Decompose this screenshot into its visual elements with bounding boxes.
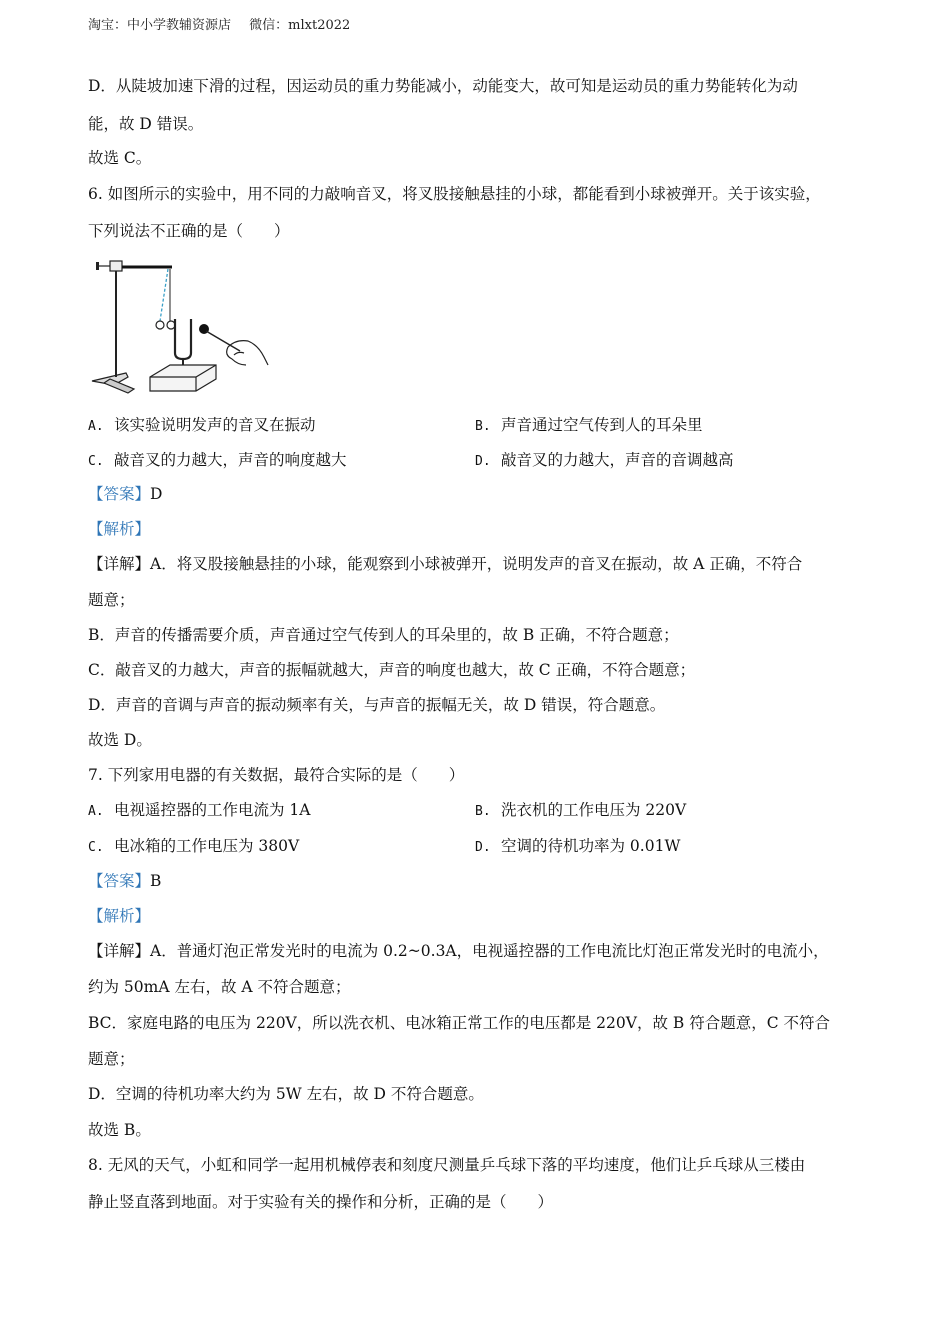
q5-detail-d-line1: D．从陡坡加速下滑的过程，因运动员的重力势能减小，动能变大，故可知是运动员的重力势能转化为动 — [88, 77, 798, 95]
q7-choose: 故选 B。 — [88, 1121, 151, 1139]
header-shop: 淘宝：中小学教辅资源店 — [88, 18, 232, 33]
q7-detail-a-line1: 【详解】A．普通灯泡正常发光时的电流为 0.2~0.3A，电视遥控器的工作电流比灯泡正常发光时的电流小， — [88, 942, 829, 960]
q7-option-b: B. 洗衣机的工作电压为 220V — [475, 801, 687, 819]
q6-stem-line1: 6. 如图所示的实验中，用不同的力敲响音叉，将叉股接触悬挂的小球，都能看到小球被弹开。关于该实验， — [88, 185, 821, 203]
q5-detail-d-line2: 能，故 D 错误。 — [88, 115, 204, 133]
mallet-handle — [206, 331, 240, 351]
q6-detail-b: B．声音的传播需要介质，声音通过空气传到人的耳朵里的，故 B 正确，不符合题意； — [88, 626, 679, 644]
q8-stem-line2: 静止竖直落到地面。对于实验有关的操作和分析，正确的是（ ） — [88, 1193, 554, 1211]
page-header — [88, 14, 364, 33]
q6-detail-a-line1: 【详解】A．将叉股接触悬挂的小球，能观察到小球被弹开，说明发声的音叉在振动，故 A 正确，不符合 — [88, 555, 803, 573]
q7-option-d: D. 空调的待机功率为 0.01W — [475, 837, 681, 855]
ball-swung — [156, 321, 164, 329]
ball — [167, 321, 175, 329]
q7-detail-a-line2: 约为 50mA 左右，故 A 不符合题意； — [88, 978, 351, 996]
q7-detail-bc-line2: 题意； — [88, 1050, 135, 1068]
q6-option-d: D. 敲音叉的力越大，声音的音调越高 — [475, 451, 734, 469]
q6-choose: 故选 D。 — [88, 731, 152, 749]
q8-stem-line1: 8. 无风的天气，小虹和同学一起用机械停表和刻度尺测量乒乓球下落的平均速度，他们让乒乓球从三楼由 — [88, 1156, 806, 1174]
q6-stem-line2: 下列说法不正确的是（ ） — [88, 222, 290, 240]
tuning-fork-experiment-figure — [88, 255, 273, 400]
q7-option-a: A. 电视遥控器的工作电流为 1A — [88, 801, 311, 819]
q6-analysis-tag: 【解析】 — [88, 520, 151, 538]
q7-option-c: C. 电冰箱的工作电压为 380V — [88, 837, 300, 855]
q7-answer: 【答案】B — [88, 872, 162, 890]
q7-analysis-tag: 【解析】 — [88, 907, 151, 925]
q5-choose: 故选 C。 — [88, 149, 152, 167]
q6-detail-d: D．声音的音调与声音的振动频率有关，与声音的振幅无关，故 D 错误，符合题意。 — [88, 696, 666, 714]
header-wechat: 微信：mlxt2022 — [249, 18, 351, 33]
string-dashed — [160, 269, 168, 321]
hand — [227, 341, 268, 365]
q7-detail-bc-line1: BC．家庭电路的电压为 220V，所以洗衣机、电冰箱正常工作的电压都是 220V，故 B 符合题意，C 不符合 — [88, 1014, 830, 1032]
stand-clamp — [110, 261, 122, 271]
q6-answer: 【答案】D — [88, 485, 163, 503]
q6-detail-a-line2: 题意； — [88, 591, 135, 609]
resonance-box — [150, 365, 216, 391]
q6-detail-c: C．敲音叉的力越大，声音的振幅就越大，声音的响度也越大，故 C 正确，不符合题意； — [88, 661, 696, 679]
q7-stem: 7. 下列家用电器的有关数据，最符合实际的是（ ） — [88, 766, 465, 784]
q6-option-c: C. 敲音叉的力越大，声音的响度越大 — [88, 451, 347, 469]
q6-option-a: A. 该实验说明发声的音叉在振动 — [88, 416, 316, 434]
q6-option-b: B. 声音通过空气传到人的耳朵里 — [475, 416, 703, 434]
q7-detail-d: D．空调的待机功率大约为 5W 左右，故 D 不符合题意。 — [88, 1085, 484, 1103]
tuning-fork — [175, 319, 191, 359]
